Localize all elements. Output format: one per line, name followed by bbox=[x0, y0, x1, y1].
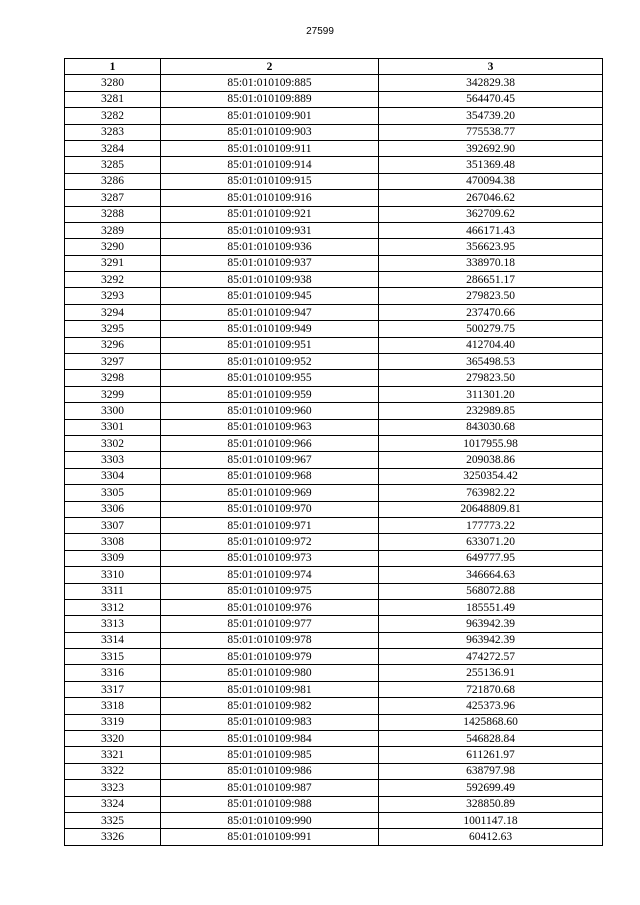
table-row bbox=[65, 386, 603, 402]
value-cell: 592699.49 bbox=[379, 780, 603, 796]
registry-table bbox=[64, 58, 603, 846]
table-row bbox=[65, 698, 603, 714]
table-row bbox=[65, 206, 603, 222]
table-row bbox=[65, 419, 603, 435]
table-row bbox=[65, 780, 603, 796]
row-number-cell: 3309 bbox=[65, 550, 161, 566]
cadastral-number-cell: 85:01:010109:976 bbox=[161, 599, 379, 615]
cadastral-number-cell: 85:01:010109:967 bbox=[161, 452, 379, 468]
cadastral-number-cell: 85:01:010109:977 bbox=[161, 616, 379, 632]
value-cell: 1425868.60 bbox=[379, 714, 603, 730]
row-number-cell: 3300 bbox=[65, 403, 161, 419]
row-number-cell: 3299 bbox=[65, 386, 161, 402]
value-cell: 963942.39 bbox=[379, 616, 603, 632]
table-row bbox=[65, 517, 603, 533]
cadastral-number-cell: 85:01:010109:975 bbox=[161, 583, 379, 599]
cadastral-number-cell: 85:01:010109:914 bbox=[161, 157, 379, 173]
table-row bbox=[65, 124, 603, 140]
cadastral-number-cell: 85:01:010109:963 bbox=[161, 419, 379, 435]
cadastral-number-cell: 85:01:010109:984 bbox=[161, 731, 379, 747]
cadastral-number-cell: 85:01:010109:991 bbox=[161, 829, 379, 845]
row-number-cell: 3298 bbox=[65, 370, 161, 386]
cadastral-number-cell: 85:01:010109:947 bbox=[161, 304, 379, 320]
row-number-cell: 3322 bbox=[65, 763, 161, 779]
table-row bbox=[65, 190, 603, 206]
row-number-cell: 3306 bbox=[65, 501, 161, 517]
column-header-3: 3 bbox=[379, 59, 603, 75]
table-row bbox=[65, 370, 603, 386]
table-body bbox=[65, 75, 603, 845]
row-number-cell: 3305 bbox=[65, 485, 161, 501]
value-cell: 338970.18 bbox=[379, 255, 603, 271]
value-cell: 611261.97 bbox=[379, 747, 603, 763]
column-header-2: 2 bbox=[161, 59, 379, 75]
value-cell: 466171.43 bbox=[379, 222, 603, 238]
value-cell: 286651.17 bbox=[379, 272, 603, 288]
row-number-cell: 3296 bbox=[65, 337, 161, 353]
cadastral-number-cell: 85:01:010109:959 bbox=[161, 386, 379, 402]
table-row bbox=[65, 649, 603, 665]
row-number-cell: 3307 bbox=[65, 517, 161, 533]
cadastral-number-cell: 85:01:010109:911 bbox=[161, 140, 379, 156]
value-cell: 365498.53 bbox=[379, 354, 603, 370]
value-cell: 633071.20 bbox=[379, 534, 603, 550]
table-header bbox=[65, 59, 603, 75]
cadastral-number-cell: 85:01:010109:970 bbox=[161, 501, 379, 517]
table-row bbox=[65, 288, 603, 304]
row-number-cell: 3325 bbox=[65, 812, 161, 828]
row-number-cell: 3295 bbox=[65, 321, 161, 337]
value-cell: 412704.40 bbox=[379, 337, 603, 353]
table-row bbox=[65, 272, 603, 288]
row-number-cell: 3324 bbox=[65, 796, 161, 812]
table-row bbox=[65, 763, 603, 779]
cadastral-number-cell: 85:01:010109:938 bbox=[161, 272, 379, 288]
row-number-cell: 3301 bbox=[65, 419, 161, 435]
value-cell: 209038.86 bbox=[379, 452, 603, 468]
value-cell: 500279.75 bbox=[379, 321, 603, 337]
value-cell: 763982.22 bbox=[379, 485, 603, 501]
cadastral-number-cell: 85:01:010109:915 bbox=[161, 173, 379, 189]
table-row bbox=[65, 140, 603, 156]
row-number-cell: 3308 bbox=[65, 534, 161, 550]
table-row bbox=[65, 108, 603, 124]
table-row bbox=[65, 567, 603, 583]
value-cell: 649777.95 bbox=[379, 550, 603, 566]
row-number-cell: 3323 bbox=[65, 780, 161, 796]
row-number-cell: 3317 bbox=[65, 681, 161, 697]
value-cell: 354739.20 bbox=[379, 108, 603, 124]
table-row bbox=[65, 665, 603, 681]
value-cell: 328850.89 bbox=[379, 796, 603, 812]
cadastral-number-cell: 85:01:010109:949 bbox=[161, 321, 379, 337]
cadastral-number-cell: 85:01:010109:978 bbox=[161, 632, 379, 648]
table-row bbox=[65, 468, 603, 484]
value-cell: 346664.63 bbox=[379, 567, 603, 583]
table-row bbox=[65, 583, 603, 599]
value-cell: 470094.38 bbox=[379, 173, 603, 189]
table-row bbox=[65, 796, 603, 812]
value-cell: 638797.98 bbox=[379, 763, 603, 779]
cadastral-number-cell: 85:01:010109:889 bbox=[161, 91, 379, 107]
value-cell: 564470.45 bbox=[379, 91, 603, 107]
value-cell: 568072.88 bbox=[379, 583, 603, 599]
header-row bbox=[65, 59, 603, 75]
cadastral-number-cell: 85:01:010109:987 bbox=[161, 780, 379, 796]
value-cell: 546828.84 bbox=[379, 731, 603, 747]
row-number-cell: 3293 bbox=[65, 288, 161, 304]
value-cell: 425373.96 bbox=[379, 698, 603, 714]
table-row bbox=[65, 501, 603, 517]
table-row bbox=[65, 157, 603, 173]
row-number-cell: 3315 bbox=[65, 649, 161, 665]
cadastral-number-cell: 85:01:010109:990 bbox=[161, 812, 379, 828]
value-cell: 474272.57 bbox=[379, 649, 603, 665]
value-cell: 1017955.98 bbox=[379, 435, 603, 451]
cadastral-number-cell: 85:01:010109:937 bbox=[161, 255, 379, 271]
table-row bbox=[65, 452, 603, 468]
cadastral-number-cell: 85:01:010109:985 bbox=[161, 747, 379, 763]
table-row bbox=[65, 812, 603, 828]
value-cell: 255136.91 bbox=[379, 665, 603, 681]
row-number-cell: 3284 bbox=[65, 140, 161, 156]
cadastral-number-cell: 85:01:010109:955 bbox=[161, 370, 379, 386]
table-row bbox=[65, 747, 603, 763]
row-number-cell: 3286 bbox=[65, 173, 161, 189]
value-cell: 3250354.42 bbox=[379, 468, 603, 484]
row-number-cell: 3303 bbox=[65, 452, 161, 468]
cadastral-number-cell: 85:01:010109:903 bbox=[161, 124, 379, 140]
cadastral-number-cell: 85:01:010109:973 bbox=[161, 550, 379, 566]
row-number-cell: 3316 bbox=[65, 665, 161, 681]
row-number-cell: 3313 bbox=[65, 616, 161, 632]
page-number: 27599 bbox=[306, 26, 334, 37]
row-number-cell: 3314 bbox=[65, 632, 161, 648]
row-number-cell: 3320 bbox=[65, 731, 161, 747]
cadastral-number-cell: 85:01:010109:980 bbox=[161, 665, 379, 681]
table-row bbox=[65, 616, 603, 632]
cadastral-number-cell: 85:01:010109:968 bbox=[161, 468, 379, 484]
row-number-cell: 3280 bbox=[65, 75, 161, 91]
value-cell: 356623.95 bbox=[379, 239, 603, 255]
row-number-cell: 3312 bbox=[65, 599, 161, 615]
cadastral-number-cell: 85:01:010109:945 bbox=[161, 288, 379, 304]
column-header-1: 1 bbox=[65, 59, 161, 75]
value-cell: 60412.63 bbox=[379, 829, 603, 845]
value-cell: 232989.85 bbox=[379, 403, 603, 419]
row-number-cell: 3304 bbox=[65, 468, 161, 484]
table-row bbox=[65, 321, 603, 337]
value-cell: 392692.90 bbox=[379, 140, 603, 156]
value-cell: 177773.22 bbox=[379, 517, 603, 533]
table-row bbox=[65, 435, 603, 451]
table-row bbox=[65, 681, 603, 697]
cadastral-number-cell: 85:01:010109:901 bbox=[161, 108, 379, 124]
table-row bbox=[65, 485, 603, 501]
cadastral-number-cell: 85:01:010109:885 bbox=[161, 75, 379, 91]
row-number-cell: 3282 bbox=[65, 108, 161, 124]
cadastral-number-cell: 85:01:010109:960 bbox=[161, 403, 379, 419]
cadastral-number-cell: 85:01:010109:951 bbox=[161, 337, 379, 353]
row-number-cell: 3281 bbox=[65, 91, 161, 107]
row-number-cell: 3283 bbox=[65, 124, 161, 140]
row-number-cell: 3291 bbox=[65, 255, 161, 271]
row-number-cell: 3290 bbox=[65, 239, 161, 255]
table-row bbox=[65, 731, 603, 747]
value-cell: 362709.62 bbox=[379, 206, 603, 222]
row-number-cell: 3326 bbox=[65, 829, 161, 845]
cadastral-number-cell: 85:01:010109:979 bbox=[161, 649, 379, 665]
value-cell: 267046.62 bbox=[379, 190, 603, 206]
row-number-cell: 3285 bbox=[65, 157, 161, 173]
row-number-cell: 3292 bbox=[65, 272, 161, 288]
cadastral-number-cell: 85:01:010109:971 bbox=[161, 517, 379, 533]
value-cell: 237470.66 bbox=[379, 304, 603, 320]
table-row bbox=[65, 75, 603, 91]
value-cell: 279823.50 bbox=[379, 370, 603, 386]
cadastral-number-cell: 85:01:010109:966 bbox=[161, 435, 379, 451]
value-cell: 775538.77 bbox=[379, 124, 603, 140]
value-cell: 342829.38 bbox=[379, 75, 603, 91]
cadastral-number-cell: 85:01:010109:931 bbox=[161, 222, 379, 238]
row-number-cell: 3310 bbox=[65, 567, 161, 583]
table-row bbox=[65, 403, 603, 419]
row-number-cell: 3321 bbox=[65, 747, 161, 763]
value-cell: 1001147.18 bbox=[379, 812, 603, 828]
table-row bbox=[65, 239, 603, 255]
value-cell: 20648809.81 bbox=[379, 501, 603, 517]
table-row bbox=[65, 632, 603, 648]
cadastral-number-cell: 85:01:010109:936 bbox=[161, 239, 379, 255]
row-number-cell: 3289 bbox=[65, 222, 161, 238]
table-row bbox=[65, 534, 603, 550]
table-row bbox=[65, 304, 603, 320]
cadastral-number-cell: 85:01:010109:969 bbox=[161, 485, 379, 501]
value-cell: 185551.49 bbox=[379, 599, 603, 615]
table-row bbox=[65, 714, 603, 730]
table-row bbox=[65, 599, 603, 615]
value-cell: 351369.48 bbox=[379, 157, 603, 173]
table-row bbox=[65, 173, 603, 189]
cadastral-number-cell: 85:01:010109:916 bbox=[161, 190, 379, 206]
row-number-cell: 3287 bbox=[65, 190, 161, 206]
table-row bbox=[65, 829, 603, 845]
row-number-cell: 3294 bbox=[65, 304, 161, 320]
row-number-cell: 3319 bbox=[65, 714, 161, 730]
value-cell: 963942.39 bbox=[379, 632, 603, 648]
row-number-cell: 3288 bbox=[65, 206, 161, 222]
value-cell: 721870.68 bbox=[379, 681, 603, 697]
table-row bbox=[65, 337, 603, 353]
value-cell: 843030.68 bbox=[379, 419, 603, 435]
row-number-cell: 3311 bbox=[65, 583, 161, 599]
cadastral-number-cell: 85:01:010109:974 bbox=[161, 567, 379, 583]
table-row bbox=[65, 91, 603, 107]
cadastral-number-cell: 85:01:010109:982 bbox=[161, 698, 379, 714]
table-row bbox=[65, 222, 603, 238]
cadastral-number-cell: 85:01:010109:972 bbox=[161, 534, 379, 550]
table-row bbox=[65, 550, 603, 566]
value-cell: 311301.20 bbox=[379, 386, 603, 402]
row-number-cell: 3297 bbox=[65, 354, 161, 370]
cadastral-number-cell: 85:01:010109:952 bbox=[161, 354, 379, 370]
row-number-cell: 3318 bbox=[65, 698, 161, 714]
cadastral-number-cell: 85:01:010109:986 bbox=[161, 763, 379, 779]
table-row bbox=[65, 255, 603, 271]
cadastral-number-cell: 85:01:010109:988 bbox=[161, 796, 379, 812]
table-row bbox=[65, 354, 603, 370]
cadastral-number-cell: 85:01:010109:983 bbox=[161, 714, 379, 730]
row-number-cell: 3302 bbox=[65, 435, 161, 451]
cadastral-number-cell: 85:01:010109:921 bbox=[161, 206, 379, 222]
cadastral-number-cell: 85:01:010109:981 bbox=[161, 681, 379, 697]
value-cell: 279823.50 bbox=[379, 288, 603, 304]
